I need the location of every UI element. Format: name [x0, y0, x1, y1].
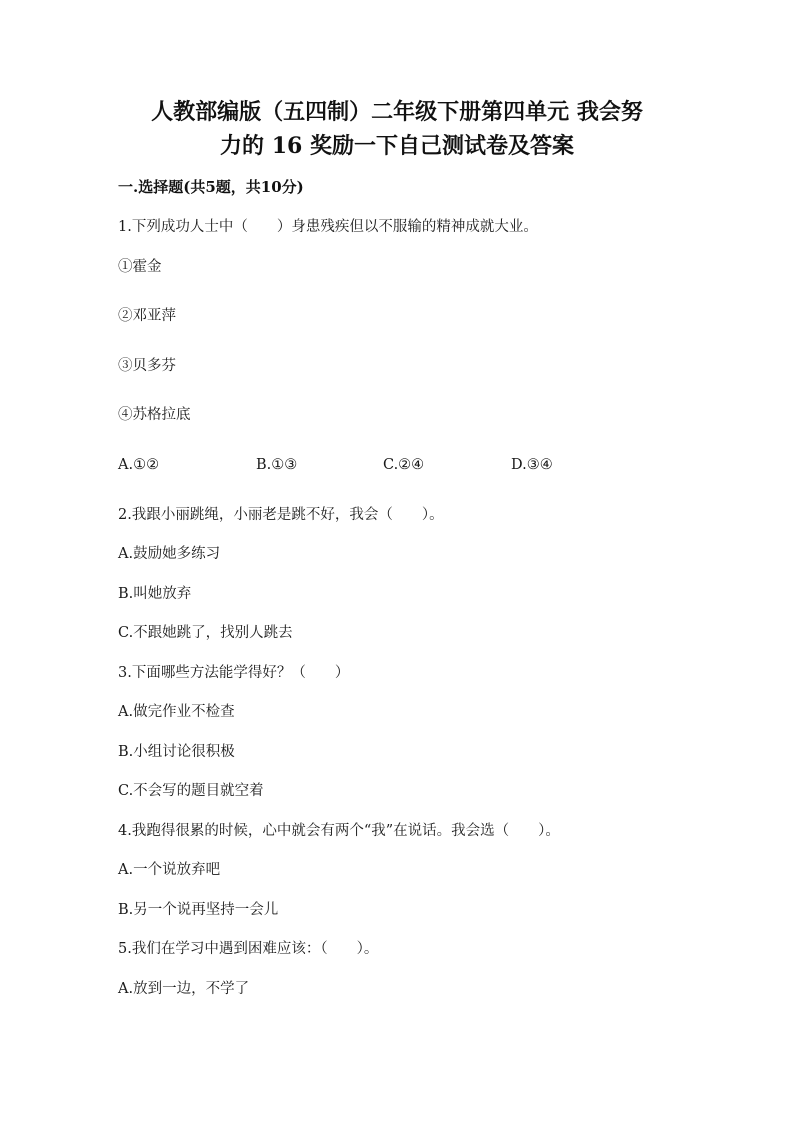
question-2-option-a[interactable]: A.鼓励她多练习	[118, 546, 221, 562]
question-1-option-a[interactable]: A.①②	[118, 457, 160, 473]
question-1-stem: 1.下列成功人士中（ ）身患残疾但以不服输的精神成就大业。	[118, 219, 538, 235]
question-1-item-4: ④苏格拉底	[118, 407, 191, 423]
question-4-option-a[interactable]: A.一个说放弃吧	[118, 862, 221, 878]
question-3-option-b[interactable]: B.小组讨论很积极	[118, 744, 235, 760]
question-3-option-c[interactable]: C.不会写的题目就空着	[118, 783, 264, 799]
document-title-line-2: 力的 16 奖励一下自己测试卷及答案	[220, 133, 574, 159]
question-1-option-d[interactable]: D.③④	[511, 457, 553, 473]
document-title-line-1: 人教部编版（五四制）二年级下册第四单元 我会努	[151, 99, 643, 125]
question-2-option-c[interactable]: C.不跟她跳了，找别人跳去	[118, 625, 293, 641]
question-3-stem: 3.下面哪些方法能学得好？（ ）	[118, 665, 350, 681]
question-2-option-b[interactable]: B.叫她放弃	[118, 586, 192, 602]
question-3-option-a[interactable]: A.做完作业不检查	[118, 704, 235, 720]
question-1-option-c[interactable]: C.②④	[383, 457, 425, 473]
section-heading: 一.选择题(共5题，共10分)	[118, 178, 304, 196]
question-5-stem: 5.我们在学习中遇到困难应该：（ ）。	[118, 941, 379, 957]
question-5-option-a[interactable]: A.放到一边，不学了	[118, 981, 250, 997]
question-1-item-2: ②邓亚萍	[118, 308, 176, 324]
question-4-stem: 4.我跑得很累的时候，心中就会有两个“我”在说话。我会选（ ）。	[118, 823, 560, 839]
question-1-option-b[interactable]: B.①③	[256, 457, 298, 473]
question-2-stem: 2.我跟小丽跳绳，小丽老是跳不好，我会（ ）。	[118, 507, 444, 523]
question-4-option-b[interactable]: B.另一个说再坚持一会儿	[118, 902, 279, 918]
question-1-item-3: ③贝多芬	[118, 358, 176, 374]
question-1-item-1: ①霍金	[118, 259, 162, 275]
